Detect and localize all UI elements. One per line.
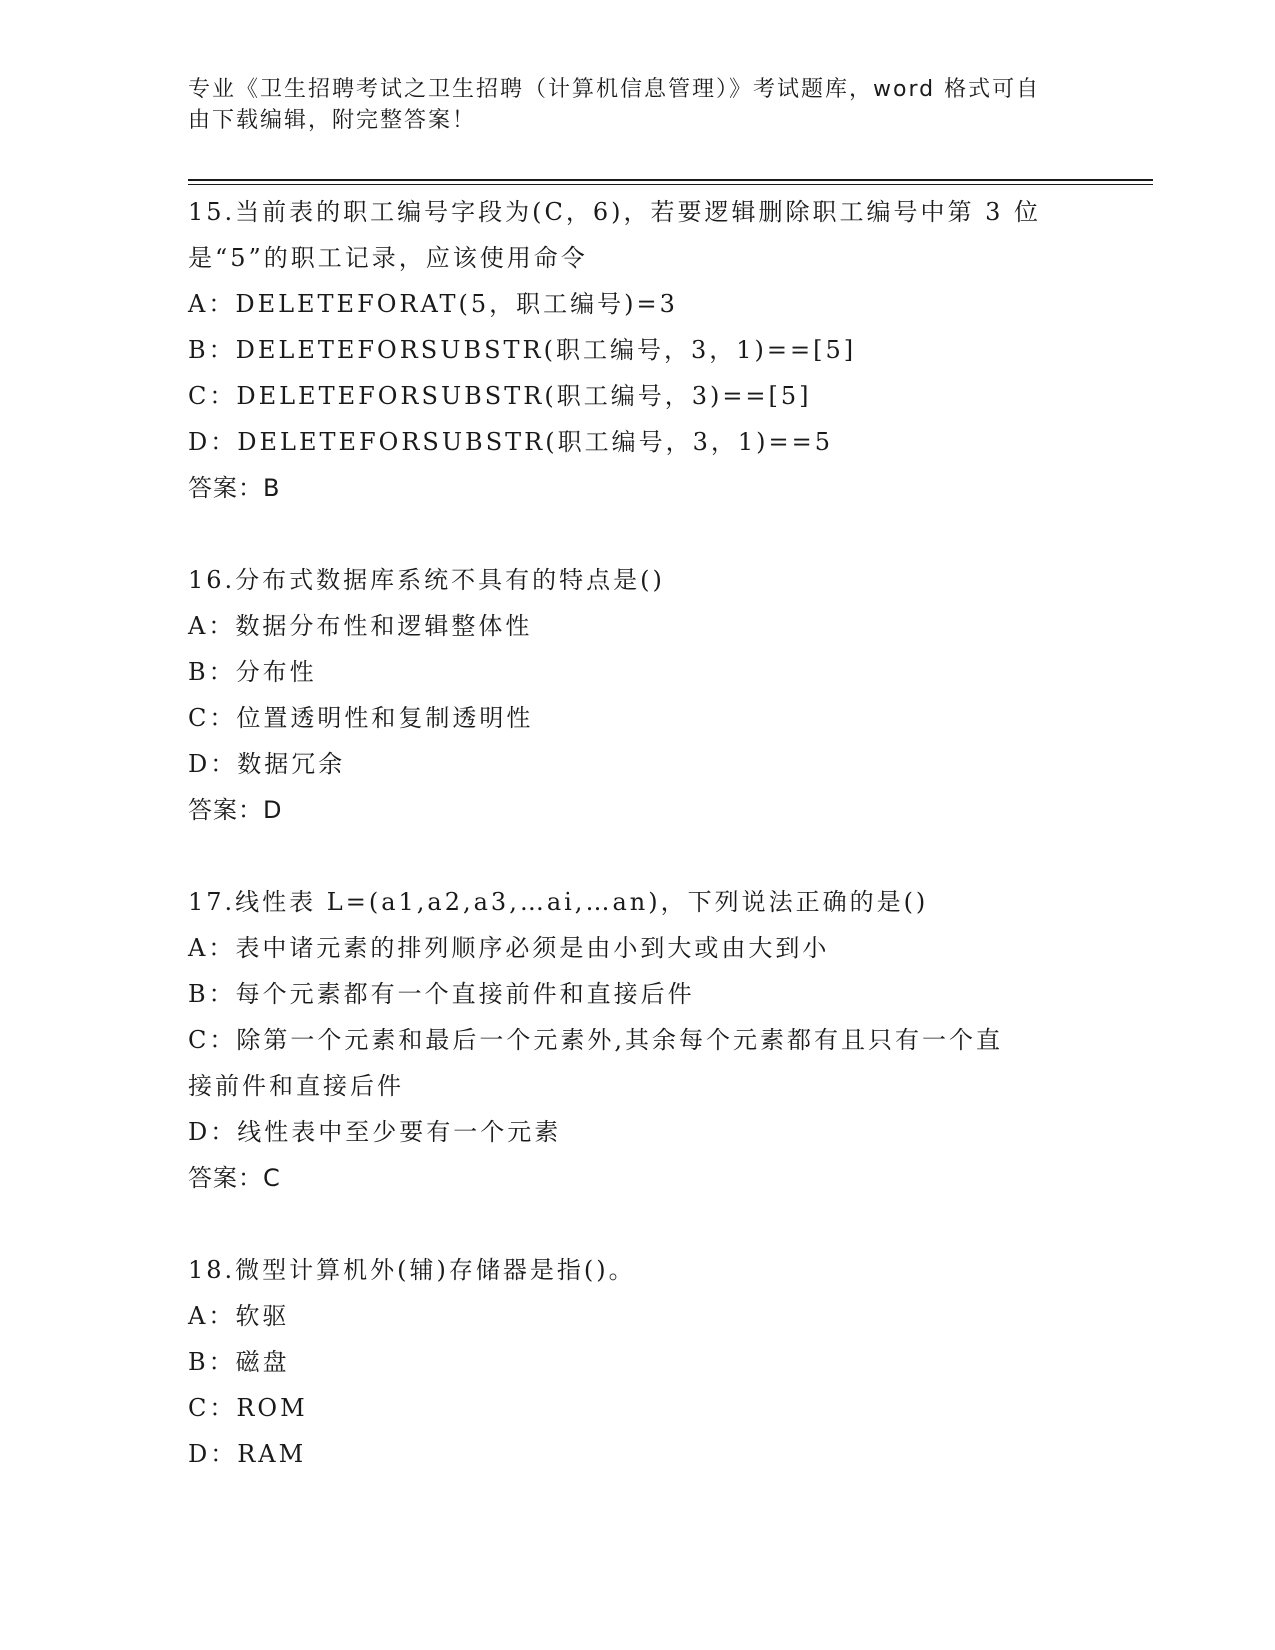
option-d: D：DELETEFORSUBSTR(职工编号，3，1)==5	[188, 428, 833, 456]
option-a: A：软驱	[188, 1302, 290, 1330]
option-c: C：位置透明性和复制透明性	[188, 704, 534, 732]
question-stem-continued: 是“5”的职工记录，应该使用命令	[188, 244, 588, 272]
option-d: D：RAM	[188, 1440, 307, 1468]
option-d: D：数据冗余	[188, 750, 346, 778]
option-a: A：表中诸元素的排列顺序必须是由小到大或由大到小	[188, 934, 830, 962]
question-stem: 18.微型计算机外(辅)存储器是指()。	[188, 1256, 636, 1284]
option-b: B：每个元素都有一个直接前件和直接后件	[188, 980, 695, 1008]
option-c-continued: 接前件和直接后件	[188, 1072, 404, 1100]
header-divider-thick	[188, 179, 1153, 181]
option-c: C：除第一个元素和最后一个元素外,其余每个元素都有且只有一个直	[188, 1026, 1003, 1054]
question-stem: 17.线性表 L=(a1,a2,a3,…ai,…an)，下列说法正确的是()	[188, 888, 929, 916]
question-16	[188, 557, 1068, 833]
question-stem: 16.分布式数据库系统不具有的特点是()	[188, 566, 665, 594]
answer-line: 答案：C	[188, 1164, 281, 1192]
answer-line: 答案：D	[188, 796, 283, 824]
option-c: C：ROM	[188, 1394, 308, 1422]
question-18	[188, 1247, 1068, 1477]
question-list	[188, 189, 1068, 1523]
option-d: D：线性表中至少要有一个元素	[188, 1118, 562, 1146]
document-header	[188, 74, 1068, 136]
question-stem: 15.当前表的职工编号字段为(C，6)，若要逻辑删除职工编号中第 3 位	[188, 198, 1042, 226]
question-17	[188, 879, 1068, 1201]
header-line-1: 专业《卫生招聘考试之卫生招聘（计算机信息管理）》考试题库，word 格式可自	[188, 77, 1041, 102]
option-a: A：DELETEFORAT(5，职工编号)=3	[188, 290, 678, 318]
option-c: C：DELETEFORSUBSTR(职工编号，3)==[5]	[188, 382, 812, 410]
question-15	[188, 189, 1068, 511]
option-b: B：DELETEFORSUBSTR(职工编号，3，1)==[5]	[188, 336, 857, 364]
header-line-2: 由下载编辑，附完整答案！	[188, 108, 477, 133]
answer-line: 答案：B	[188, 474, 281, 502]
option-b: B：分布性	[188, 658, 317, 686]
option-a: A：数据分布性和逻辑整体性	[188, 612, 533, 640]
header-divider-thin	[188, 184, 1153, 185]
option-b: B：磁盘	[188, 1348, 290, 1376]
